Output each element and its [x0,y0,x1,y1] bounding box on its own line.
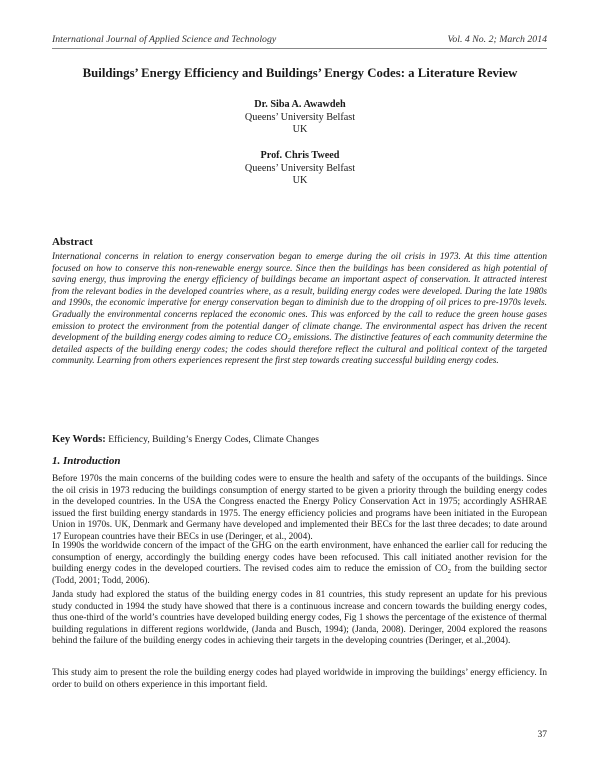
author-country: UK [292,124,308,136]
intro-paragraph-2: In 1990s the worldwide concern of the impact of the GHG on the earth environment, have enhanced the earlier call for reducing the consumption of energy, accordingly the building energy codes have been refocused. This call initiated another revision for the building energy codes in the developed courtiers. The revised codes aim to reduce the emission of $CO_2$ from the building sector (Todd, 2001; Todd, 2006). [52,541,547,586]
header-rule [52,48,547,49]
journal-name: International Journal of Applied Science and Technology [52,34,277,45]
page-number: 37 [537,730,547,740]
volume-issue: Vol. 4 No. 2; March 2014 [447,34,547,45]
author-1 [0,99,600,137]
intro-paragraph-3: Janda study had explored the status of the building energy codes in 81 countries, this study represent an update for his previous study conducted in 1994 the study have showed that there is a continuous increase and concern towards the building energy codes, thus one-third of the world’s countries have developed building energy codes, Fig 1 shows the percentage of the existence of thermal building regulations in different regions worldwide, (Janda and Busch, 1994); (Janda, 2008). Deringer, 2004 explored the reasons behind the failure of the building energy codes in achieving their targets in the developing countries (Deringer, et al.,2004). [52,590,547,647]
author-2 [0,150,600,188]
author-affiliation: Queens’ University Belfast [244,162,356,174]
keywords-label: Key Words: [52,434,106,445]
abstract-heading: Abstract [52,236,93,248]
author-country: UK [292,175,308,187]
keywords-text: Efficiency, Building’s Energy Codes, Climate Changes [108,434,320,445]
paper-title: Buildings’ Energy Efficiency and Buildings’ Energy Codes: a Literature Review [82,66,518,80]
intro-paragraph-1: Before 1970s the main concerns of the building codes were to ensure the health and safety of the occupants of the buildings. Since the oil crisis in 1973 reducing the buildings consumption of energy started to be given a priority through the building energy codes in the developed countries. In the USA the Congress enacted the Energy Policy Conservation Act in 1975; accordingly ASHRAE issued the first building energy standards in 1975. The energy efficiency policies and programs have been initiated in the European Union in 1970s. UK, Denmark and Germany have developed and implemented their BECs for the last three decades; to date around 17 European countries have their BECs in use (Deringer, et al., 2004). [52,474,547,542]
author-name: Prof. Chris Tweed [260,150,340,161]
introduction-heading: 1. Introduction [52,455,121,467]
author-affiliation: Queens’ University Belfast [244,111,356,123]
running-header [52,34,547,45]
abstract-text: International concerns in relation to energy conservation began to emerge during the oil crisis in 1973. At this time attention focused on how to conserve this non-renewable energy source. Since then the buildings has been considered as high potential of saving energy, thus improving the energy efficiency of buildings became an important aspect of conservation. It attracted interest from the relevant bodies in the developed countries where, as a result, building energy codes were developed. During the late 1980s and 1990s, the economic imperative for energy conservation began to diminish due to the dropping of oil prices to pre-1970s levels. Gradually the environmental concerns replaced the economic ones. This was enforced by the call to reduce the green house gases emission to protect the environment from the potential danger of climate change. The environmental aspect has driven the recent development of the building energy codes aiming to reduce $CO_2$ emissions. The distinctive features of each community determine the detailed aspects of the building energy codes; the codes should therefore reflect the cultural and political context of the targeted community. Learning from others experiences represent the first step towards creating successful building energy codes. [52,252,547,367]
intro-paragraph-4: This study aim to present the role the building energy codes had played worldwide in improving the buildings’ energy efficiency. In order to build on others experience in this important field. [52,668,547,690]
author-name: Dr. Siba A. Awawdeh [254,99,346,110]
keywords [52,434,547,445]
